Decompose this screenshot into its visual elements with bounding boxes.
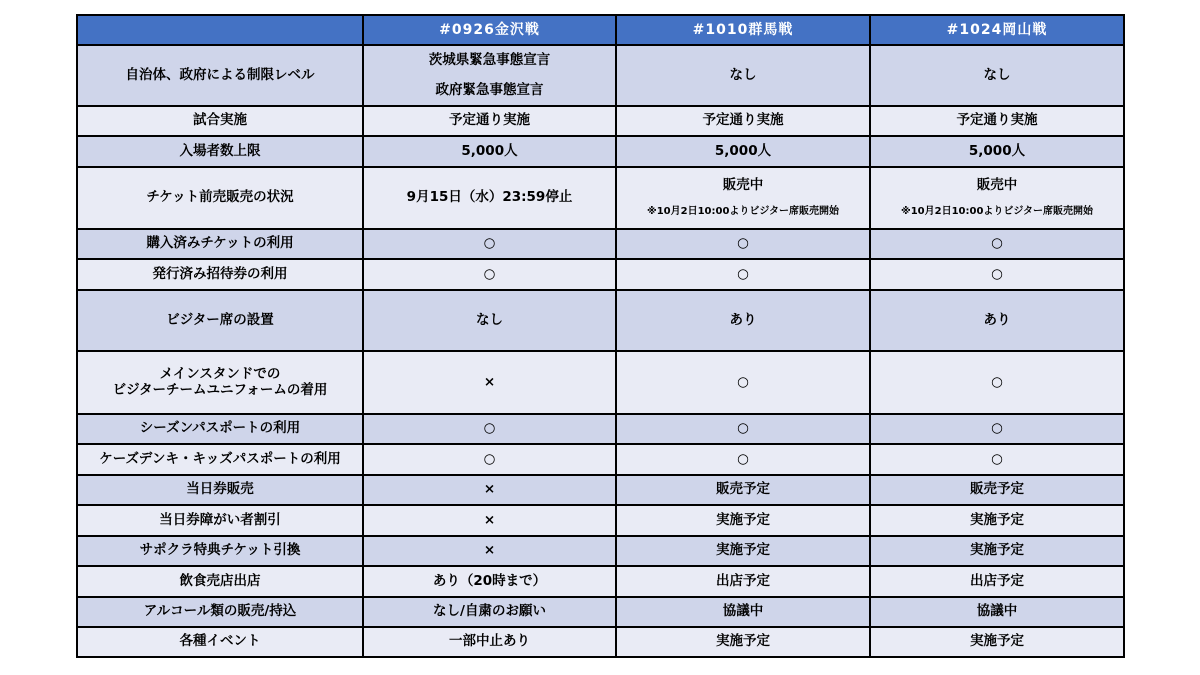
table-cell: 5,000人 [870, 136, 1124, 167]
table-cell: 出店予定 [870, 566, 1124, 597]
table-cell: 出店予定 [616, 566, 870, 597]
ticket-note: ※10月2日10:00よりビジター席販売開始 [646, 206, 840, 217]
row-label: メインスタンドでの ビジターチームユニフォームの着用 [77, 351, 363, 414]
table-row [77, 229, 1124, 259]
table-row [77, 475, 1124, 505]
table-row [77, 290, 1124, 351]
table-cell: 茨城県緊急事態宣言 政府緊急事態宣言 [363, 45, 616, 106]
table-cell: 予定通り実施 [870, 106, 1124, 136]
row-label: 試合実施 [77, 106, 363, 136]
table-cell: 実施予定 [870, 627, 1124, 657]
row-label: 当日券販売 [77, 475, 363, 505]
table-row [77, 45, 1124, 106]
row-label: チケット前売販売の状況 [77, 167, 363, 229]
table-row [77, 627, 1124, 657]
table-cell: 販売中 ※10月2日10:00よりビジター席販売開始 [616, 167, 870, 229]
row-label: 購入済みチケットの利用 [77, 229, 363, 259]
match-policy-table [76, 14, 1125, 658]
ticket-note: ※10月2日10:00よりビジター席販売開始 [900, 206, 1094, 217]
table-row [77, 536, 1124, 566]
table-cell: あり [870, 290, 1124, 351]
table-row [77, 259, 1124, 290]
table-cell: ○ [870, 444, 1124, 475]
table-cell: ○ [870, 414, 1124, 444]
table-cell: 予定通り実施 [616, 106, 870, 136]
table-cell: 実施予定 [616, 505, 870, 536]
table-cell: 販売予定 [616, 475, 870, 505]
table-cell: ○ [363, 259, 616, 290]
header-okayama: #1024岡山戦 [870, 15, 1124, 45]
table-cell: × [363, 351, 616, 414]
row-label: 自治体、政府による制限レベル [77, 45, 363, 106]
table-cell: 実施予定 [870, 505, 1124, 536]
table-cell: ○ [616, 259, 870, 290]
header-kanazawa: #0926金沢戦 [363, 15, 616, 45]
table-cell: ○ [616, 351, 870, 414]
table-cell: ○ [363, 229, 616, 259]
table-cell: ○ [870, 229, 1124, 259]
table-cell: なし/自粛のお願い [363, 597, 616, 627]
table-row [77, 505, 1124, 536]
table-cell: × [363, 536, 616, 566]
row-label: 入場者数上限 [77, 136, 363, 167]
header-gunma: #1010群馬戦 [616, 15, 870, 45]
table-cell: 5,000人 [616, 136, 870, 167]
row-label: 飲食売店出店 [77, 566, 363, 597]
table-cell: あり（20時まで） [363, 566, 616, 597]
row-label: シーズンパスポートの利用 [77, 414, 363, 444]
row-label: ケーズデンキ・キッズパスポートの利用 [77, 444, 363, 475]
table-row [77, 414, 1124, 444]
table-cell: ○ [363, 444, 616, 475]
table-cell: ○ [363, 414, 616, 444]
table-cell: 5,000人 [363, 136, 616, 167]
table-cell: 9月15日（水）23:59停止 [363, 167, 616, 229]
table-row [77, 136, 1124, 167]
table-cell: あり [616, 290, 870, 351]
table-cell: ○ [616, 229, 870, 259]
table-cell: 実施予定 [616, 627, 870, 657]
row-label: 当日券障がい者割引 [77, 505, 363, 536]
table-cell: なし [870, 45, 1124, 106]
table-cell: なし [616, 45, 870, 106]
header-row [77, 15, 1124, 45]
table-row [77, 167, 1124, 229]
table-row [77, 566, 1124, 597]
table-cell: ○ [616, 414, 870, 444]
table-cell: 実施予定 [616, 536, 870, 566]
table-cell: ○ [870, 351, 1124, 414]
table-cell: 一部中止あり [363, 627, 616, 657]
table-cell: なし [363, 290, 616, 351]
table-cell: 販売予定 [870, 475, 1124, 505]
row-label: 各種イベント [77, 627, 363, 657]
table-cell: ○ [616, 444, 870, 475]
table-row [77, 106, 1124, 136]
table-cell: 予定通り実施 [363, 106, 616, 136]
table-cell: 販売中 ※10月2日10:00よりビジター席販売開始 [870, 167, 1124, 229]
header-empty [77, 15, 363, 45]
table-cell: ○ [870, 259, 1124, 290]
row-label: アルコール類の販売/持込 [77, 597, 363, 627]
table-cell: 実施予定 [870, 536, 1124, 566]
row-label: サポクラ特典チケット引換 [77, 536, 363, 566]
table-row [77, 444, 1124, 475]
table-cell: × [363, 505, 616, 536]
table-cell: × [363, 475, 616, 505]
table-cell: 協議中 [616, 597, 870, 627]
table-row [77, 351, 1124, 414]
row-label: ビジター席の設置 [77, 290, 363, 351]
row-label: 発行済み招待券の利用 [77, 259, 363, 290]
table-cell: 協議中 [870, 597, 1124, 627]
table-row [77, 597, 1124, 627]
